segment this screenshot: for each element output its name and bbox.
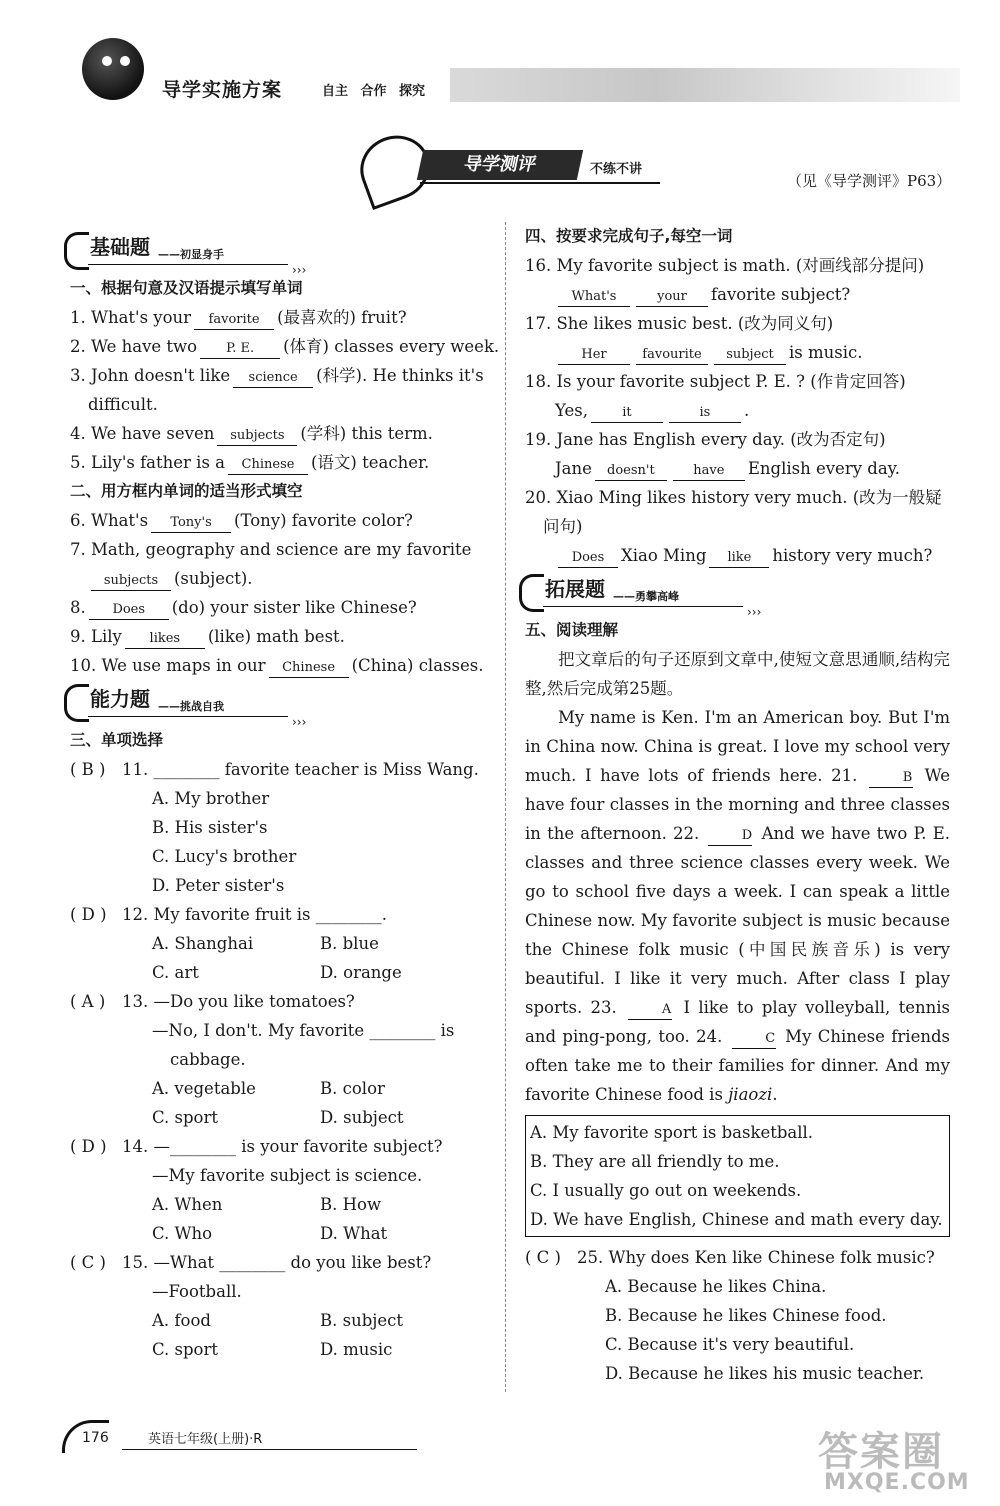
answer-blank: science: [233, 369, 313, 388]
list-item-cont: difficult.: [88, 395, 158, 414]
section-subtitle: ——挑战自我: [158, 700, 224, 713]
item-text: 3. John doesn't like: [70, 366, 231, 385]
question-extra: —Football.: [152, 1282, 242, 1301]
option-row: [70, 1219, 495, 1248]
banner-underline: [420, 182, 660, 184]
header-title: 导学实施方案: [162, 79, 283, 101]
list-item: [70, 332, 500, 361]
answer-suffix: .: [743, 401, 750, 420]
answer-line: [525, 338, 950, 367]
box-option: A. My favorite sport is basketball.: [530, 1123, 814, 1142]
stem-text: 14. —________ is your favorite subject?: [122, 1137, 443, 1156]
option: B. His sister's: [152, 818, 268, 837]
bracket-icon: [64, 684, 89, 722]
answer-mark: ( D ): [70, 905, 107, 924]
option: C. Lucy's brother: [152, 847, 297, 866]
item-text: (like) math best.: [207, 627, 345, 646]
item-text: 5. Lily's father is a: [70, 453, 225, 472]
item-text: (体育) classes every week.: [283, 337, 500, 356]
option: B. Because he likes Chinese food.: [605, 1306, 887, 1325]
option: D. music: [320, 1340, 393, 1359]
section-underline: [88, 716, 288, 717]
option: C. Because it's very beautiful.: [605, 1335, 855, 1354]
answer-blank: A: [628, 1001, 672, 1020]
option: B. subject: [320, 1311, 404, 1330]
answer-blank: D: [708, 827, 752, 846]
passage-text: We have four classes in the morning and three classes in the afternoon. 22.: [525, 766, 950, 843]
item-text: (最喜欢的) fruit?: [277, 308, 407, 327]
right-column: [525, 222, 950, 1388]
part-heading: 一、根据句意及汉语提示填写单词: [70, 279, 303, 297]
section-title: 拓展题: [545, 577, 605, 601]
answer-blank: subjects: [91, 572, 171, 591]
footer-underline: [122, 1449, 417, 1450]
item-text: 7. Math, geography and science are my favorite: [70, 540, 472, 559]
item-text: 1. What's your: [70, 308, 192, 327]
part1-list: [70, 303, 500, 477]
question-stem: [70, 755, 495, 784]
answer-blank: Does: [558, 549, 618, 568]
reading-passage: [525, 703, 950, 1109]
box-option: D. We have English, Chinese and math every day.: [530, 1210, 943, 1229]
option: A. vegetable: [152, 1079, 256, 1098]
item-text: (subject).: [174, 569, 253, 588]
part2-list: [70, 506, 495, 680]
option: D. Because he likes his music teacher.: [605, 1364, 925, 1383]
answer-mark: ( B ): [70, 760, 106, 779]
item-text: (Tony) favorite color?: [234, 511, 413, 530]
column-divider: [505, 222, 506, 1392]
option: D. What: [320, 1224, 388, 1243]
question-stem: 17. She likes music best. (改为同义句): [525, 314, 834, 333]
option: A. Because he likes China.: [605, 1277, 827, 1296]
option-row: [70, 929, 495, 958]
passage-text: I like to play volleyball, tennis and ping-pong, too. 24.: [525, 998, 951, 1046]
answer-mark: ( C ): [525, 1248, 561, 1267]
sentence-options-box: [525, 1115, 950, 1237]
answer-blank: doesn't: [595, 462, 667, 481]
item-text: (do) your sister like Chinese?: [171, 598, 417, 617]
page-footer: [62, 1412, 362, 1452]
book-title: 英语七年级(上册)·R: [148, 1432, 263, 1447]
answer-suffix: is music.: [789, 343, 863, 362]
option: C. Who: [152, 1224, 213, 1243]
answer-blank: likes: [125, 630, 205, 649]
item-text: 9. Lily: [70, 627, 122, 646]
question-stem: 16. My favorite subject is math. (对画线部分提问): [525, 256, 925, 275]
option: D. orange: [320, 963, 402, 982]
answer-text: history very much?: [772, 546, 933, 565]
option-row: [70, 1103, 495, 1132]
question-stem: [70, 900, 495, 929]
list-item: [70, 593, 495, 622]
option: B. color: [320, 1079, 385, 1098]
section-banner: [360, 150, 660, 190]
header-band: [450, 68, 960, 102]
option: D. Peter sister's: [152, 876, 285, 895]
list-item: [70, 622, 495, 651]
banner-tag: 不练不讲: [590, 162, 643, 177]
part3-list: [70, 755, 495, 1364]
answer-mark: ( C ): [70, 1253, 106, 1272]
question-extra: —My favorite subject is science.: [152, 1166, 423, 1185]
item-text: (语文) teacher.: [311, 453, 430, 472]
answer-blank: is: [669, 404, 741, 423]
item-text: 2. We have two: [70, 337, 198, 356]
section-title: 能力题: [90, 687, 150, 711]
part-heading: 二、用方框内单词的适当形式填空: [70, 482, 303, 500]
stem-text: 11. ________ favorite teacher is Miss Wang.: [122, 760, 479, 779]
question-stem-cont: 问句): [543, 517, 583, 536]
question-stem: 18. Is your favorite subject P. E. ? (作肯定回答): [525, 372, 906, 391]
option-row: [70, 958, 495, 987]
option-row: [70, 1335, 495, 1364]
answer-blank: Does: [89, 601, 169, 620]
header-subtitle: 自主 合作 探究: [322, 84, 426, 99]
option: D. subject: [320, 1108, 404, 1127]
section-extend-header: [525, 572, 950, 619]
question-extra: —No, I don't. My favorite ________ is: [152, 1021, 455, 1040]
bracket-icon: [519, 574, 544, 612]
answer-line: [525, 541, 950, 570]
option: C. art: [152, 963, 199, 982]
watermark-url: MXQE.COM: [824, 1470, 970, 1495]
question-stem: [70, 987, 495, 1016]
answer-line: [525, 396, 950, 425]
answer-blank: Chinese: [228, 456, 308, 475]
list-item: [70, 651, 495, 680]
list-item: [70, 303, 495, 332]
question-stem: 20. Xiao Ming likes history very much. (改为一般疑: [525, 488, 942, 507]
passage-text: .: [772, 1085, 778, 1104]
chevrons-icon: ›››: [292, 263, 307, 277]
section-basic-header: [70, 230, 495, 277]
answer-blank: What's: [558, 288, 630, 307]
answer-suffix: favorite subject?: [711, 285, 851, 304]
answer-blank: C: [732, 1030, 776, 1049]
section-underline: [543, 606, 743, 607]
section-title: 基础题: [90, 235, 150, 259]
item-text: (科学). He thinks it's: [316, 366, 484, 385]
banner-title: 导学测评: [417, 150, 583, 180]
stem-text: 25. Why does Ken like Chinese folk music?: [577, 1248, 935, 1267]
item-text: (China) classes.: [351, 656, 484, 675]
passage-text: And we have two P. E. classes and three science classes every week. We go to school five days a week. I can speak a little Chinese now. My favorite subject is music because the Chinese folk music (中国民族音乐) is very beautiful. I like it very much. After class I play sports. 23.: [525, 824, 950, 1017]
page-header: [70, 30, 960, 110]
box-option: B. They are all friendly to me.: [530, 1152, 780, 1171]
answer-blank: B: [869, 769, 913, 788]
stem-text: 12. My favorite fruit is ________.: [122, 905, 387, 924]
answer-prefix: Yes,: [555, 401, 588, 420]
part-heading: 四、按要求完成句子,每空一词: [525, 227, 733, 245]
item-text: 6. What's: [70, 511, 149, 530]
list-item: [70, 535, 495, 564]
reference-note: （见《导学测评》P63）: [787, 172, 952, 190]
list-item: [70, 361, 495, 390]
answer-blank: your: [636, 288, 708, 307]
option: A. When: [152, 1195, 223, 1214]
answer-blank: subject: [714, 346, 786, 365]
list-item: [70, 564, 495, 593]
watermark-logo: 答案圈: [818, 1429, 944, 1475]
item-text: 8.: [70, 598, 86, 617]
option: A. Shanghai: [152, 934, 254, 953]
box-option: C. I usually go out on weekends.: [530, 1181, 802, 1200]
option: C. sport: [152, 1108, 219, 1127]
page-number: 176: [82, 1430, 109, 1446]
reading-instruction: 把文章后的句子还原到文章中,使短文意思通顺,结构完整,然后完成第25题。: [525, 650, 950, 698]
answer-line: [525, 280, 950, 309]
stem-text: 15. —What ________ do you like best?: [122, 1253, 432, 1272]
part4-list: [525, 251, 950, 570]
answer-blank: it: [591, 404, 663, 423]
item-text: (学科) this term.: [300, 424, 433, 443]
answer-blank: Tony's: [151, 514, 231, 533]
option-row: [70, 1306, 495, 1335]
item-text: 4. We have seven: [70, 424, 215, 443]
answer-mark: ( D ): [70, 1137, 107, 1156]
option: B. How: [320, 1195, 382, 1214]
answer-blank: Chinese: [269, 659, 349, 678]
answer-blank: like: [709, 549, 769, 568]
chevrons-icon: ›››: [747, 605, 762, 619]
option-row: [70, 1074, 495, 1103]
bracket-icon: [64, 232, 89, 270]
answer-blank: favorite: [194, 311, 274, 330]
answer-suffix: English every day.: [747, 459, 901, 478]
answer-blank: P. E.: [200, 340, 280, 359]
answer-mark: ( A ): [70, 992, 106, 1011]
answer-text: Xiao Ming: [621, 546, 707, 565]
passage-text: My name is Ken. I'm an American boy. But I'm in China now. China is great. I love my school very much. I have lots of friends here. 21.: [525, 708, 950, 785]
option-row: [70, 1190, 495, 1219]
section-subtitle: ——勇攀高峰: [613, 590, 679, 603]
question-extra: cabbage.: [170, 1050, 246, 1069]
watermark: [810, 1420, 980, 1500]
stem-text: 13. —Do you like tomatoes?: [122, 992, 355, 1011]
part-heading: 五、阅读理解: [525, 621, 619, 639]
section-underline: [88, 264, 288, 265]
mascot-icon: [82, 38, 144, 100]
section-ability-header: [70, 682, 495, 729]
passage-text: My Chinese friends often take me to their families for dinner. And my favorite Chinese food is: [525, 1027, 950, 1104]
question-stem: 19. Jane has English every day. (改为否定句): [525, 430, 886, 449]
list-item: [70, 448, 495, 477]
answer-blank: favourite: [636, 346, 708, 365]
option: B. blue: [320, 934, 379, 953]
left-column: [70, 228, 500, 1364]
part-heading: 三、单项选择: [70, 731, 164, 749]
answer-blank: have: [673, 462, 745, 481]
question-stem: [70, 1132, 495, 1161]
chevrons-icon: ›››: [292, 715, 307, 729]
answer-prefix: Jane: [555, 459, 592, 478]
answer-blank: Her: [558, 346, 630, 365]
question-25: [525, 1243, 950, 1388]
option: A. My brother: [152, 789, 270, 808]
question-stem: [525, 1243, 950, 1272]
question-stem: [70, 1248, 495, 1277]
answer-blank: subjects: [217, 427, 297, 446]
answer-line: [525, 454, 950, 483]
list-item: [70, 419, 495, 448]
list-item: [70, 506, 495, 535]
option: A. food: [152, 1311, 211, 1330]
section-subtitle: ——初显身手: [158, 248, 224, 261]
option: C. sport: [152, 1340, 219, 1359]
passage-italic: jiaozi: [728, 1085, 773, 1104]
item-text: 10. We use maps in our: [70, 656, 266, 675]
